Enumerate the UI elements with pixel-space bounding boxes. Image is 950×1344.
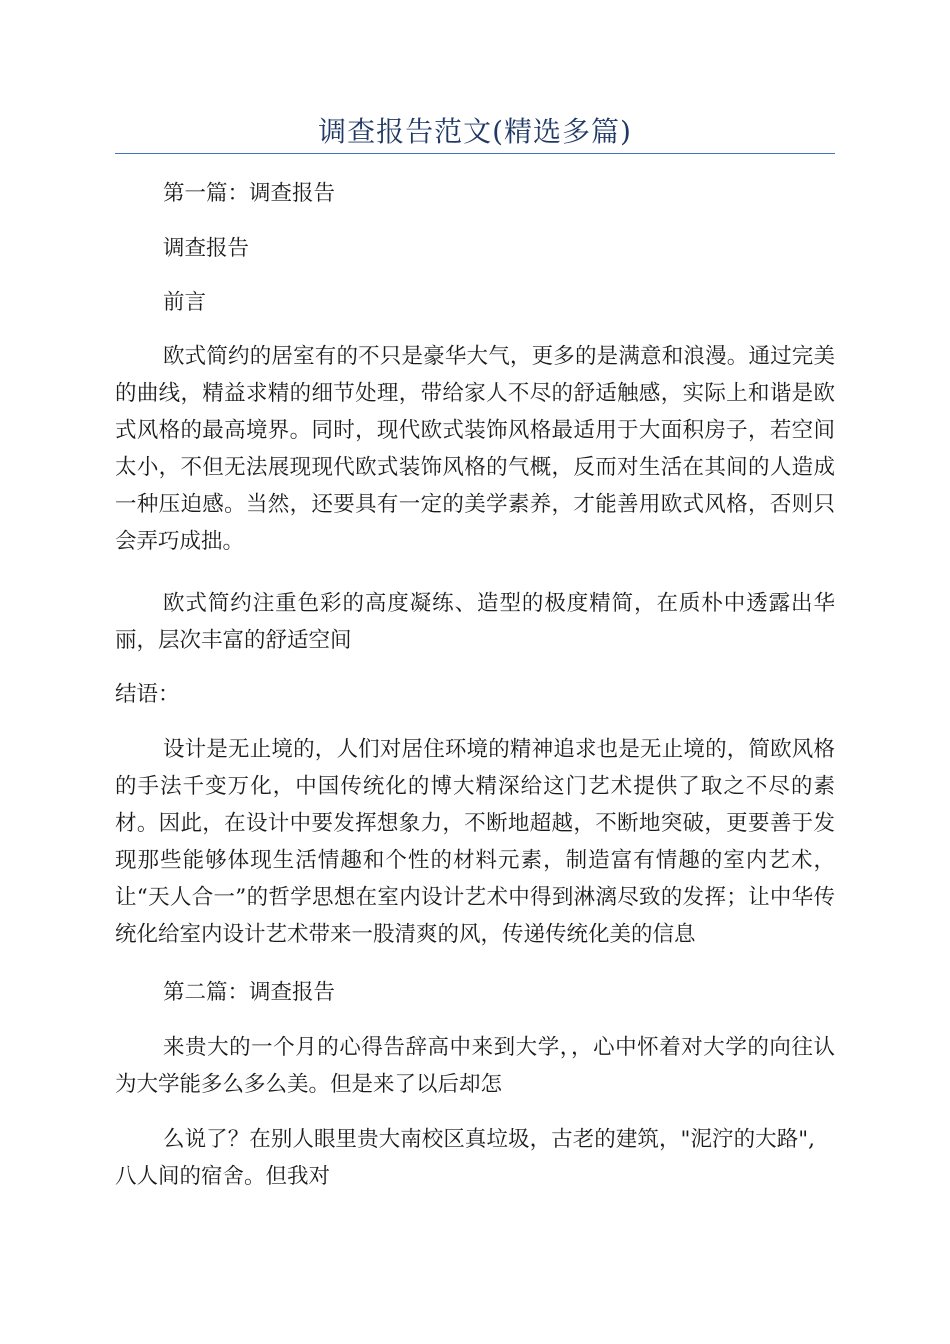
body-paragraph: 设计是无止境的，人们对居住环境的精神追求也是无止境的，简欧风格的手法千变万化，中国传统化的博大精深给这门艺术提供了取之不尽的素材。因此，在设计中要发挥想象力，不断地超越，不断地突破，更要善于发现那些能够体现生活情趣和个性的材料元素，制造富有情趣的室内艺术，让“天人合一”的哲学思想在室内设计艺术中得到淋漓尽致的发挥；让中华传统化给室内设计艺术带来一股清爽的风，传递传统化美的信息: [115, 737, 835, 947]
section-heading-1: 第一篇：调查报告: [163, 181, 336, 206]
body-paragraph: 么说了？在别人眼里贵大南校区真垃圾，古老的建筑，"泥泞的大路",八人间的宿舍。但我对: [115, 1127, 815, 1189]
section-heading-2: 第二篇：调查报告: [163, 980, 336, 1005]
subheading-conclusion: 结语：: [115, 682, 180, 707]
document-title: 调查报告范文(精选多篇): [318, 115, 632, 148]
body-paragraph: 来贵大的一个月的心得告辞高中来到大学，，心中怀着对大学的向往认为大学能多么多么美。但是来了以后却怎: [115, 1035, 835, 1097]
title-underline: [115, 153, 835, 154]
body-paragraph: 欧式简约注重色彩的高度凝练、造型的极度精简，在质朴中透露出华丽，层次丰富的舒适空间: [115, 591, 835, 653]
body-paragraph: 欧式简约的居室有的不只是豪华大气，更多的是满意和浪漫。通过完美的曲线，精益求精的细节处理，带给家人不尽的舒适触感，实际上和谐是欧式风格的最高境界。同时，现代欧式装饰风格最适用于大面积房子，若空间太小，不但无法展现现代欧式装饰风格的气概，反而对生活在其间的人造成一种压迫感。当然，还要具有一定的美学素养，才能善用欧式风格，否则只会弄巧成拙。: [115, 344, 835, 554]
subheading-preface: 前言: [163, 290, 207, 315]
subheading-report: 调查报告: [163, 236, 250, 261]
